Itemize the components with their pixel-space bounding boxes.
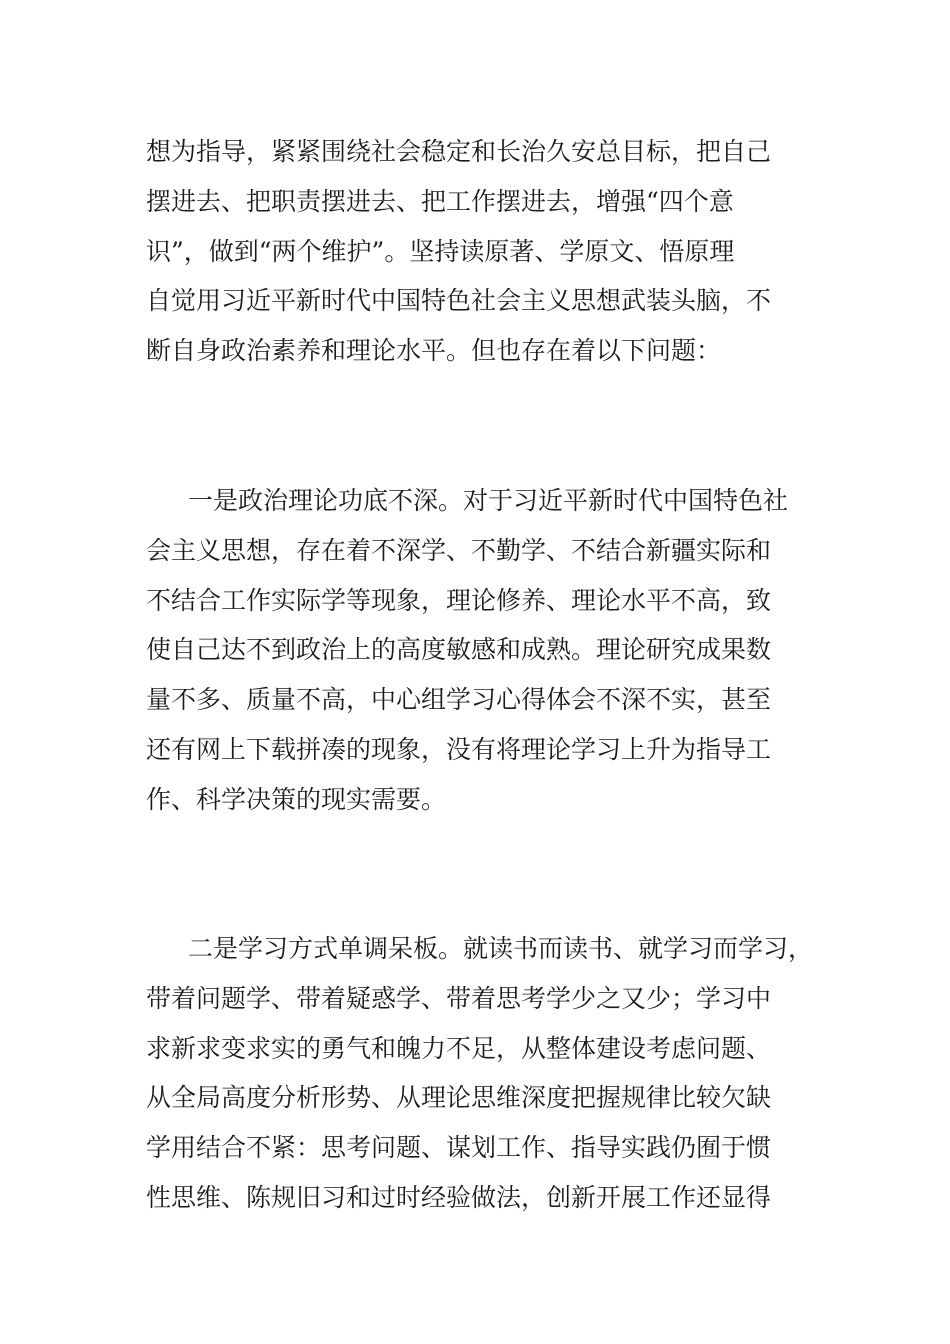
intro-line-1: 想为指导，紧紧围绕社会稳定和长治久安总目标，把自己 (146, 137, 772, 166)
paragraph-one-line-7: 作、科学决策的现实需要。 (146, 785, 447, 814)
paragraph-two-line-3: 求新求变求实的勇气和魄力不足，从整体建设考虑问题、 (146, 1034, 772, 1063)
intro-line-4: 自觉用习近平新时代中国特色社会主义思想武装头脑，不 (146, 286, 772, 315)
paragraph-one-line-2: 会主义思想，存在着不深学、不勤学、不结合新疆实际和 (146, 536, 772, 565)
paragraph-two-line-1: 二是学习方式单调呆板。就读书而读书、就学习而学习， (188, 934, 814, 963)
paragraph-one-line-5: 量不多、质量不高，中心组学习心得体会不深不实，甚至 (146, 685, 772, 714)
paragraph-one-line-1: 一是政治理论功底不深。对于习近平新时代中国特色社 (188, 486, 789, 515)
paragraph-two-line-6: 性思维、陈规旧习和过时经验做法，创新开展工作还显得 (146, 1183, 772, 1212)
paragraph-two-line-5: 学用结合不紧：思考问题、谋划工作、指导实践仍囿于惯 (146, 1133, 772, 1162)
intro-line-5: 断自身政治素养和理论水平。但也存在着以下问题： (146, 336, 722, 365)
paragraph-one-line-3: 不结合工作实际学等现象，理论修养、理论水平不高，致 (146, 586, 772, 615)
paragraph-one-line-4: 使自己达不到政治上的高度敏感和成熟。理论研究成果数 (146, 635, 772, 664)
paragraph-two-line-2: 带着问题学、带着疑惑学、带着思考学少之又少；学习中 (146, 984, 772, 1013)
paragraph-one-line-6: 还有网上下载拼凑的现象，没有将理论学习上升为指导工 (146, 735, 772, 764)
intro-line-3: 识”，做到“两个维护”。坚持读原著、学原文、悟原理 (146, 237, 735, 266)
paragraph-two-line-4: 从全局高度分析形势、从理论思维深度把握规律比较欠缺 (146, 1083, 772, 1112)
intro-line-2: 摆进去、把职责摆进去、把工作摆进去，增强“四个意 (146, 187, 734, 216)
